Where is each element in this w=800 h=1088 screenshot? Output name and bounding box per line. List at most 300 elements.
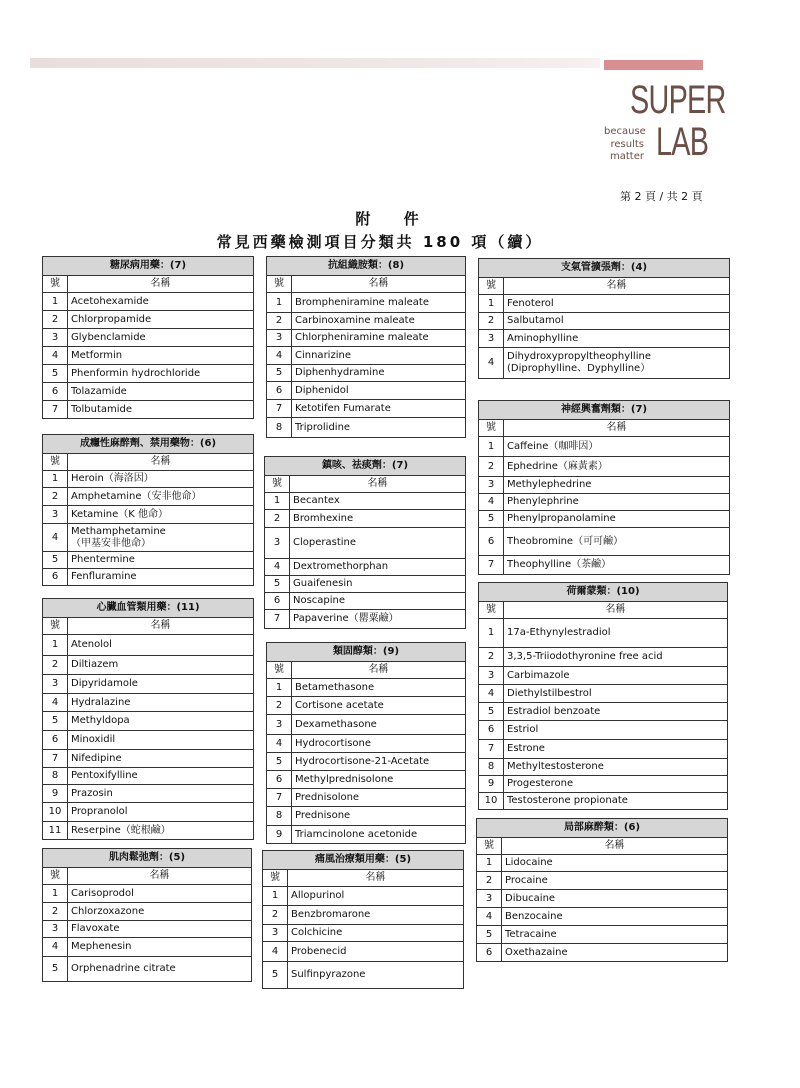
table-row	[43, 365, 254, 383]
number-column-header: 號	[477, 838, 502, 855]
item-number: 3	[479, 330, 504, 348]
column-header-row	[479, 602, 728, 619]
item-number: 5	[265, 576, 290, 593]
drug-name: Phenylephrine	[504, 494, 730, 511]
item-number: 4	[43, 694, 68, 712]
table-row	[477, 890, 728, 908]
drug-name: Methamphetamine （甲基安非他命）	[68, 524, 254, 552]
drug-name: Cinnarizine	[292, 347, 466, 365]
drug-name: Tetracaine	[502, 926, 728, 944]
item-number: 2	[477, 872, 502, 890]
table-row	[479, 619, 728, 648]
category-title: 痛風治療類用藥：(5)	[263, 851, 464, 870]
item-number: 8	[267, 807, 292, 826]
item-number: 7	[43, 401, 68, 419]
category-title-row	[479, 259, 730, 278]
item-number: 3	[43, 506, 68, 524]
table-row	[43, 731, 254, 750]
category-title-row	[43, 435, 254, 454]
table-row	[263, 962, 464, 989]
item-number: 7	[479, 740, 504, 759]
item-number: 4	[267, 347, 292, 365]
item-number: 4	[479, 685, 504, 703]
item-number: 5	[263, 962, 288, 989]
table-row	[479, 776, 728, 793]
category-title-row	[265, 457, 466, 476]
name-column-header: 名稱	[504, 420, 730, 437]
table-row	[479, 667, 728, 685]
drug-name: Reserpine（蛇根鹼）	[68, 822, 254, 840]
drug-name: Metformin	[68, 347, 254, 365]
category-title-row	[43, 849, 252, 868]
drug-name: Prednisolone	[292, 789, 466, 807]
drug-name: Papaverine（罌粟鹼）	[290, 610, 466, 629]
table-row	[43, 401, 254, 419]
drug-name: Dibucaine	[502, 890, 728, 908]
drug-name: Colchicine	[288, 925, 464, 942]
table-row	[43, 903, 252, 921]
category-title-row	[267, 257, 466, 276]
item-number: 1	[43, 293, 68, 311]
item-number: 9	[267, 826, 292, 844]
table-row	[43, 712, 254, 731]
table-row	[43, 768, 254, 785]
number-column-header: 號	[43, 868, 68, 885]
drug-name: Benzocaine	[502, 908, 728, 926]
table-row	[267, 697, 466, 715]
table-row	[43, 552, 254, 569]
table-row	[477, 944, 728, 962]
table-row	[267, 330, 466, 347]
drug-name: Progesterone	[504, 776, 728, 793]
drug-name: Prazosin	[68, 785, 254, 803]
drug-name: Tolazamide	[68, 383, 254, 401]
drug-name: Theophylline（茶鹼）	[504, 556, 730, 575]
table-row	[43, 471, 254, 488]
category-table	[478, 400, 730, 575]
drug-name: Dextromethorphan	[290, 559, 466, 576]
number-column-header: 號	[267, 276, 292, 293]
drug-name: Estriol	[504, 721, 728, 740]
item-number: 2	[265, 510, 290, 528]
name-column-header: 名稱	[292, 276, 466, 293]
table-row	[265, 610, 466, 629]
drug-name: Aminophylline	[504, 330, 730, 348]
table-row	[267, 735, 466, 753]
item-number: 3	[479, 477, 504, 494]
drug-name: Hydrocortisone	[292, 735, 466, 753]
table-row	[267, 293, 466, 313]
table-row	[479, 703, 728, 721]
table-row	[479, 648, 728, 667]
table-row	[265, 510, 466, 528]
category-title: 類固醇類：(9)	[267, 643, 466, 662]
table-row	[267, 400, 466, 418]
category-title: 肌肉鬆弛劑：(5)	[43, 849, 252, 868]
item-number: 6	[265, 593, 290, 610]
drug-name: Becantex	[290, 493, 466, 510]
drug-name: Cloperastine	[290, 528, 466, 559]
item-number: 6	[43, 731, 68, 750]
attachment-title: 附 件	[355, 210, 433, 228]
drug-name: Orphenadrine citrate	[68, 957, 252, 982]
table-row	[267, 753, 466, 771]
item-number: 6	[43, 569, 68, 586]
table-row	[43, 569, 254, 586]
table-row	[479, 494, 730, 511]
drug-name: Acetohexamide	[68, 293, 254, 311]
category-title-row	[479, 583, 728, 602]
table-row	[267, 313, 466, 330]
drug-name: Ketamine（K 他命）	[68, 506, 254, 524]
table-row	[43, 488, 254, 506]
logo-super-text: SUPER	[630, 78, 726, 122]
table-row	[479, 295, 730, 313]
table-row	[479, 740, 728, 759]
item-number: 1	[43, 635, 68, 656]
drug-name: Sulfinpyrazone	[288, 962, 464, 989]
category-title-row	[263, 851, 464, 870]
category-table	[266, 256, 466, 438]
item-number: 10	[479, 793, 504, 810]
drug-name: Atenolol	[68, 635, 254, 656]
item-number: 2	[267, 313, 292, 330]
table-row	[267, 771, 466, 789]
drug-name: Hydrocortisone-21-Acetate	[292, 753, 466, 771]
drug-name: Tolbutamide	[68, 401, 254, 419]
item-number: 5	[477, 926, 502, 944]
table-row	[479, 685, 728, 703]
name-column-header: 名稱	[292, 662, 466, 679]
item-number: 9	[43, 785, 68, 803]
column-header-row	[265, 476, 466, 493]
column-header-row	[43, 868, 252, 885]
item-number: 5	[43, 552, 68, 569]
table-row	[479, 759, 728, 776]
table-row	[479, 457, 730, 477]
drug-name: Betamethasone	[292, 679, 466, 697]
document-title: 常見西藥檢測項目分類共 180 項（續）	[216, 233, 544, 251]
table-row	[43, 675, 254, 694]
drug-name: Carbinoxamine maleate	[292, 313, 466, 330]
table-row	[43, 750, 254, 768]
name-column-header: 名稱	[68, 868, 252, 885]
header-band	[30, 58, 600, 68]
item-number: 4	[263, 942, 288, 962]
drug-name: Methylephedrine	[504, 477, 730, 494]
item-number: 5	[479, 511, 504, 528]
drug-name: Fenoterol	[504, 295, 730, 313]
drug-name: Diethylstilbestrol	[504, 685, 728, 703]
table-row	[263, 925, 464, 942]
item-number: 7	[43, 750, 68, 768]
item-number: 7	[479, 556, 504, 575]
table-row	[43, 383, 254, 401]
category-table	[42, 434, 254, 586]
category-title-row	[43, 599, 254, 618]
drug-name: Methyldopa	[68, 712, 254, 731]
table-row	[479, 793, 728, 810]
category-title-row	[479, 401, 730, 420]
item-number: 3	[267, 715, 292, 735]
item-number: 1	[477, 855, 502, 872]
table-row	[267, 715, 466, 735]
table-row	[267, 418, 466, 438]
item-number: 3	[267, 330, 292, 347]
item-number: 6	[479, 721, 504, 740]
category-title: 支氣管擴張劑：(4)	[479, 259, 730, 278]
category-table	[42, 598, 254, 840]
item-number: 2	[267, 697, 292, 715]
drug-name: Carisoprodol	[68, 885, 252, 903]
drug-name: Nifedipine	[68, 750, 254, 768]
item-number: 8	[43, 768, 68, 785]
table-row	[267, 382, 466, 400]
logo-tagline: because results matter	[604, 126, 646, 162]
name-column-header: 名稱	[68, 618, 254, 635]
item-number: 1	[265, 493, 290, 510]
column-header-row	[43, 454, 254, 471]
table-row	[43, 957, 252, 982]
drug-name: Estradiol benzoate	[504, 703, 728, 721]
drug-name: Salbutamol	[504, 313, 730, 330]
item-number: 6	[267, 771, 292, 789]
drug-name: Chlorzoxazone	[68, 903, 252, 921]
item-number: 4	[267, 735, 292, 753]
table-row	[479, 528, 730, 556]
table-row	[265, 576, 466, 593]
item-number: 5	[43, 365, 68, 383]
drug-name: Chlorpheniramine maleate	[292, 330, 466, 347]
drug-name: Lidocaine	[502, 855, 728, 872]
item-number: 7	[265, 610, 290, 629]
category-table	[476, 818, 728, 962]
category-table	[478, 582, 728, 810]
drug-name: Propranolol	[68, 803, 254, 822]
item-number: 8	[267, 418, 292, 438]
item-number: 9	[479, 776, 504, 793]
category-title: 鎮咳、祛痰劑：(7)	[265, 457, 466, 476]
item-number: 6	[267, 382, 292, 400]
item-number: 3	[43, 675, 68, 694]
drug-name: Heroin（海洛因）	[68, 471, 254, 488]
table-row	[479, 721, 728, 740]
number-column-header: 號	[263, 870, 288, 887]
table-row	[267, 365, 466, 382]
item-number: 4	[479, 494, 504, 511]
item-number: 5	[479, 703, 504, 721]
drug-name: Dihydroxypropyltheophylline (Diprophylline、Dyphylline）	[504, 348, 730, 379]
drug-name: Flavoxate	[68, 921, 252, 938]
column-header-row	[267, 276, 466, 293]
table-row	[43, 822, 254, 840]
drug-name: Guaifenesin	[290, 576, 466, 593]
drug-name: Diphenhydramine	[292, 365, 466, 382]
table-row	[43, 524, 254, 552]
item-number: 3	[479, 667, 504, 685]
table-row	[479, 330, 730, 348]
drug-name: Oxethazaine	[502, 944, 728, 962]
item-number: 5	[267, 365, 292, 382]
category-title-row	[477, 819, 728, 838]
table-row	[265, 493, 466, 510]
table-row	[267, 826, 466, 844]
page-number: 第 2 頁 / 共 2 頁	[620, 190, 703, 203]
name-column-header: 名稱	[288, 870, 464, 887]
table-row	[43, 921, 252, 938]
drug-name: Brompheniramine maleate	[292, 293, 466, 313]
table-row	[477, 872, 728, 890]
item-number: 3	[43, 921, 68, 938]
item-number: 1	[479, 295, 504, 313]
column-header-row	[479, 420, 730, 437]
category-table	[42, 256, 254, 419]
drug-name: Triprolidine	[292, 418, 466, 438]
name-column-header: 名稱	[68, 276, 254, 293]
column-header-row	[43, 276, 254, 293]
drug-name: Ketotifen Fumarate	[292, 400, 466, 418]
drug-name: Phenformin hydrochloride	[68, 365, 254, 383]
drug-name: Chlorpropamide	[68, 311, 254, 329]
item-number: 2	[479, 648, 504, 667]
drug-name: Bromhexine	[290, 510, 466, 528]
drug-name: 17a-Ethynylestradiol	[504, 619, 728, 648]
drug-name: Diphenidol	[292, 382, 466, 400]
table-row	[479, 437, 730, 457]
item-number: 4	[477, 908, 502, 926]
table-row	[263, 906, 464, 925]
item-number: 1	[267, 293, 292, 313]
category-table	[264, 456, 466, 629]
category-table	[478, 258, 730, 379]
table-row	[43, 311, 254, 329]
number-column-header: 號	[43, 618, 68, 635]
item-number: 6	[479, 528, 504, 556]
item-number: 5	[43, 957, 68, 982]
item-number: 4	[265, 559, 290, 576]
drug-name: Methylprednisolone	[292, 771, 466, 789]
drug-name: Allopurinol	[288, 887, 464, 906]
drug-name: Procaine	[502, 872, 728, 890]
table-row	[477, 855, 728, 872]
table-row	[479, 477, 730, 494]
category-title-row	[43, 257, 254, 276]
item-number: 4	[479, 348, 504, 379]
drug-name: 3,3,5-Triiodothyronine free acid	[504, 648, 728, 667]
drug-name: Pentoxifylline	[68, 768, 254, 785]
name-column-header: 名稱	[504, 602, 728, 619]
table-row	[43, 329, 254, 347]
number-column-header: 號	[267, 662, 292, 679]
item-number: 1	[479, 437, 504, 457]
table-row	[265, 559, 466, 576]
category-table	[266, 642, 466, 844]
item-number: 7	[267, 789, 292, 807]
item-number: 1	[479, 619, 504, 648]
drug-name: Amphetamine（安非他命）	[68, 488, 254, 506]
drug-name: Noscapine	[290, 593, 466, 610]
table-row	[477, 908, 728, 926]
name-column-header: 名稱	[502, 838, 728, 855]
number-column-header: 號	[43, 454, 68, 471]
item-number: 2	[479, 313, 504, 330]
drug-name: Glybenclamide	[68, 329, 254, 347]
table-row	[479, 313, 730, 330]
table-row	[43, 293, 254, 311]
drug-name: Dipyridamole	[68, 675, 254, 694]
category-title-row	[267, 643, 466, 662]
item-number: 5	[43, 712, 68, 731]
drug-name: Fenfluramine	[68, 569, 254, 586]
drug-name: Dexamethasone	[292, 715, 466, 735]
table-row	[43, 803, 254, 822]
item-number: 4	[43, 524, 68, 552]
table-row	[43, 656, 254, 675]
item-number: 6	[477, 944, 502, 962]
table-row	[43, 694, 254, 712]
item-number: 8	[479, 759, 504, 776]
table-row	[263, 942, 464, 962]
number-column-header: 號	[479, 278, 504, 295]
drug-name: Phenylpropanolamine	[504, 511, 730, 528]
item-number: 4	[43, 347, 68, 365]
column-header-row	[263, 870, 464, 887]
logo-bar	[604, 60, 703, 70]
category-title: 成癮性麻醉劑、禁用藥物：(6)	[43, 435, 254, 454]
drug-name: Theobromine（可可鹼）	[504, 528, 730, 556]
drug-name: Caffeine（咖啡因）	[504, 437, 730, 457]
table-row	[263, 887, 464, 906]
category-title: 局部麻醉類：(6)	[477, 819, 728, 838]
table-row	[479, 511, 730, 528]
table-row	[43, 938, 252, 957]
logo-lab-text: LAB	[656, 120, 709, 164]
column-header-row	[43, 618, 254, 635]
table-row	[43, 347, 254, 365]
table-row	[43, 785, 254, 803]
table-row	[479, 348, 730, 379]
item-number: 2	[43, 488, 68, 506]
item-number: 4	[43, 938, 68, 957]
number-column-header: 號	[43, 276, 68, 293]
item-number: 2	[43, 903, 68, 921]
drug-name: Testosterone propionate	[504, 793, 728, 810]
category-title: 糖尿病用藥：(7)	[43, 257, 254, 276]
name-column-header: 名稱	[68, 454, 254, 471]
name-column-header: 名稱	[290, 476, 466, 493]
item-number: 2	[43, 656, 68, 675]
item-number: 1	[43, 471, 68, 488]
item-number: 3	[263, 925, 288, 942]
drug-name: Cortisone acetate	[292, 697, 466, 715]
drug-name: Mephenesin	[68, 938, 252, 957]
drug-name: Prednisone	[292, 807, 466, 826]
category-title: 心臟血管類用藥：(11)	[43, 599, 254, 618]
item-number: 2	[263, 906, 288, 925]
column-header-row	[479, 278, 730, 295]
item-number: 1	[267, 679, 292, 697]
table-row	[267, 347, 466, 365]
drug-name: Hydralazine	[68, 694, 254, 712]
item-number: 10	[43, 803, 68, 822]
drug-name: Phentermine	[68, 552, 254, 569]
table-row	[267, 679, 466, 697]
table-row	[43, 885, 252, 903]
table-row	[267, 807, 466, 826]
table-row	[477, 926, 728, 944]
column-header-row	[267, 662, 466, 679]
table-row	[479, 556, 730, 575]
